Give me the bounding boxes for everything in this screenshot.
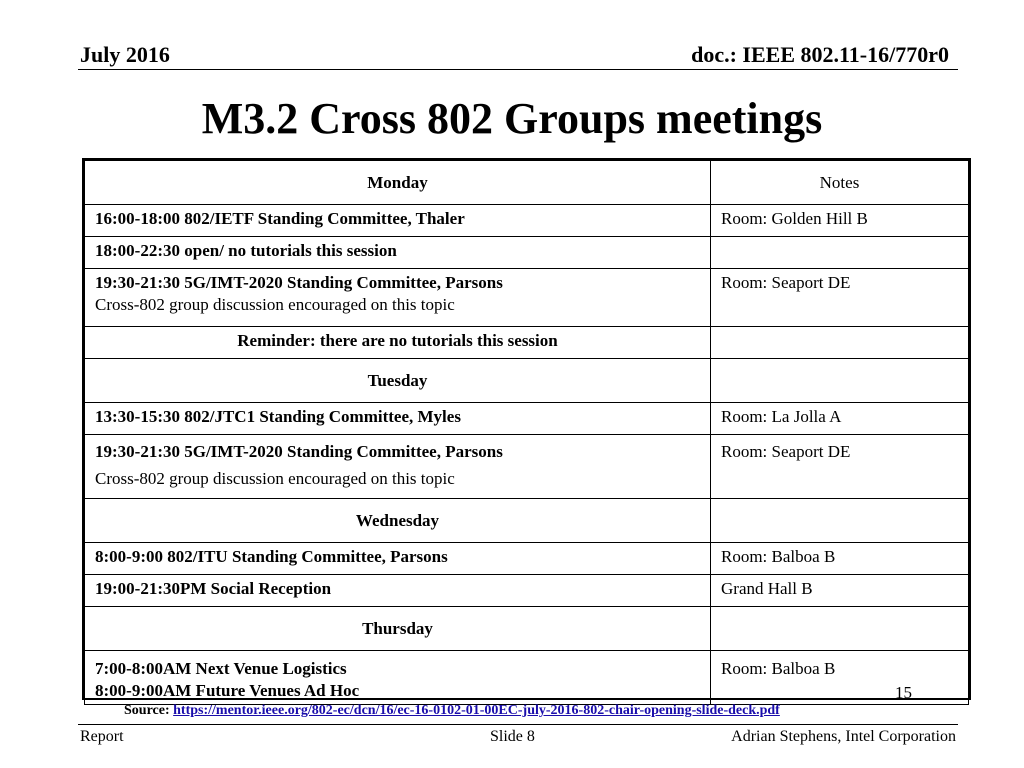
table-row	[85, 651, 969, 705]
session-room: Room: Seaport DE	[711, 269, 969, 327]
session-cell	[85, 269, 711, 327]
source-link[interactable]: https://mentor.ieee.org/802-ec/dcn/16/ec-16-0102-01-00EC-july-2016-802-chair-opening-slide-deck.pdf	[173, 703, 780, 718]
empty-cell	[711, 359, 969, 403]
table-row	[85, 205, 969, 237]
session-text: 19:00-21:30PM Social Reception	[85, 575, 711, 607]
day-thursday: Thursday	[85, 607, 711, 651]
empty-cell	[711, 607, 969, 651]
footer-slide-number: Slide 8	[490, 728, 535, 745]
session-room: Room: Seaport DE	[711, 435, 969, 499]
header-date: July 2016	[80, 42, 170, 67]
table-row	[85, 499, 969, 543]
table-row	[85, 161, 969, 205]
notes-header: Notes	[711, 161, 969, 205]
session-text: 19:30-21:30 5G/IMT-2020 Standing Committee, Parsons	[95, 442, 503, 461]
session-subtext: Cross-802 group discussion encouraged on this topic	[95, 469, 455, 488]
table-row	[85, 359, 969, 403]
empty-cell	[711, 327, 969, 359]
table-row	[85, 237, 969, 269]
slide-title: M3.2 Cross 802 Groups meetings	[201, 94, 823, 143]
session-cell	[85, 435, 711, 499]
schedule-table	[82, 158, 971, 700]
table-row	[85, 607, 969, 651]
table-row	[85, 575, 969, 607]
session-room	[711, 237, 969, 269]
footer-author: Adrian Stephens, Intel Corporation	[731, 728, 956, 745]
source-label: Source:	[124, 703, 170, 718]
session-room: Room: La Jolla A	[711, 403, 969, 435]
table-row	[85, 327, 969, 359]
session-text: 7:00-8:00AM Next Venue Logistics	[95, 659, 347, 678]
source-citation	[124, 703, 780, 719]
session-room: Grand Hall B	[711, 575, 969, 607]
session-room: Room: Balboa B	[721, 659, 836, 678]
table-row	[85, 435, 969, 499]
session-room: Room: Golden Hill B	[711, 205, 969, 237]
table-row	[85, 403, 969, 435]
session-note-cell	[711, 651, 969, 705]
footer-rule	[78, 724, 958, 725]
empty-cell	[711, 499, 969, 543]
table-row	[85, 269, 969, 327]
header-doc-id: doc.: IEEE 802.11-16/770r0	[691, 42, 949, 67]
session-text: 18:00-22:30 open/ no tutorials this session	[85, 237, 711, 269]
session-cell	[85, 651, 711, 705]
session-subtext: Cross-802 group discussion encouraged on this topic	[95, 295, 455, 314]
session-room: Room: Balboa B	[711, 543, 969, 575]
footer-left: Report	[80, 728, 124, 745]
reminder-text: Reminder: there are no tutorials this session	[85, 327, 711, 359]
session-text: 16:00-18:00 802/IETF Standing Committee, Thaler	[85, 205, 711, 237]
day-tuesday: Tuesday	[85, 359, 711, 403]
table-row	[85, 543, 969, 575]
day-wednesday: Wednesday	[85, 499, 711, 543]
session-text: 8:00-9:00 802/ITU Standing Committee, Parsons	[85, 543, 711, 575]
day-monday: Monday	[85, 161, 711, 205]
session-text: 19:30-21:30 5G/IMT-2020 Standing Committee, Parsons	[95, 273, 503, 292]
session-text: 13:30-15:30 802/JTC1 Standing Committee, Myles	[85, 403, 711, 435]
page-number-15: 15	[895, 683, 912, 702]
header-rule	[78, 69, 958, 70]
session-text: 8:00-9:00AM Future Venues Ad Hoc	[95, 681, 360, 700]
